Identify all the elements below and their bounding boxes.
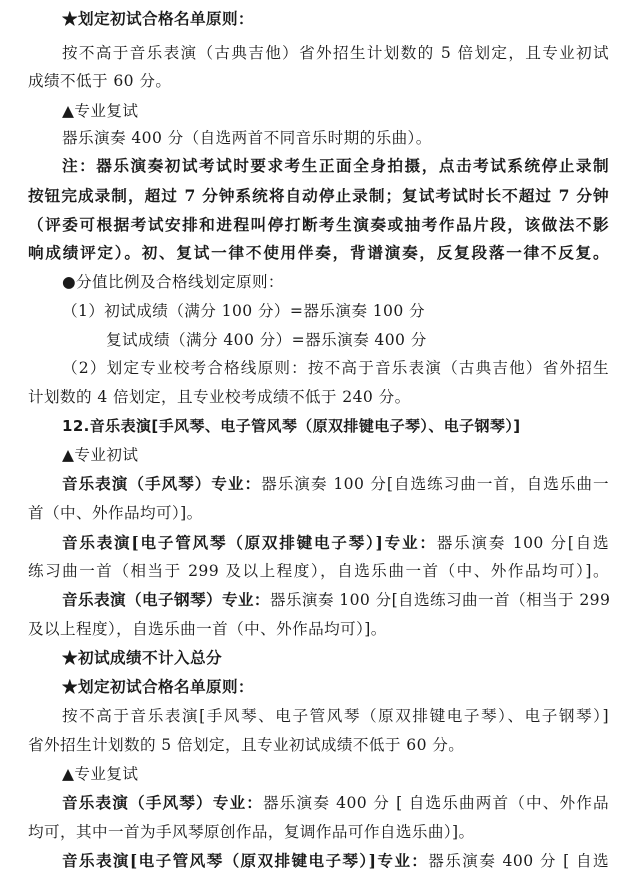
paragraph-line: 及以上程度），自选乐曲一首（中、外作品均可）]。: [28, 620, 387, 638]
note-line: （评委可根据考试安排和进程叫停打断考生演奏或抽考作品片段，该做法不影: [28, 215, 609, 234]
paragraph-line: 音乐表演（电子钢琴）专业：器乐演奏 100 分[自选练习曲一首（相当于 299: [62, 590, 611, 609]
paragraph-line: 音乐表演[电子管风琴（原双排键电子琴）]专业：器乐演奏 100 分[自选: [62, 533, 609, 552]
paragraph-line: 计划数的 4 倍划定，且专业校考成绩不低于 240 分。: [28, 388, 411, 406]
heading-initial-test: ▲专业初试: [62, 446, 139, 464]
heading-retest: ▲专业复试: [62, 102, 139, 120]
section-heading-12: 12.音乐表演[手风琴、电子管风琴（原双排键电子琴）、电子钢琴）]: [62, 417, 521, 435]
note-line: 注：器乐演奏初试考试时要求考生正面全身拍摄，点击考试系统停止录制: [62, 156, 609, 175]
paragraph-line: 音乐表演[电子管风琴（原双排键电子琴）]专业：器乐演奏 400 分 [ 自选: [62, 851, 609, 870]
heading-retest: ▲专业复试: [62, 765, 139, 783]
score-line-initial: （1）初试成绩（满分 100 分）=器乐演奏 100 分: [62, 302, 426, 320]
heading-not-counted: ★初试成绩不计入总分: [62, 648, 222, 667]
heading-qualified-list-rule: ★划定初试合格名单原则：: [62, 9, 254, 28]
paragraph-line: 首（中、外作品均可）]。: [28, 504, 203, 522]
note-line: 按钮完成录制，超过 7 分钟系统将自动停止录制；复试考试时长不超过 7 分钟: [28, 186, 609, 205]
score-line-retest: 复试成绩（满分 400 分）=器乐演奏 400 分: [106, 331, 427, 349]
paragraph-line: 省外招生计划数的 5 倍划定，且专业初试成绩不低于 60 分。: [28, 736, 465, 754]
paragraph-line: 练习曲一首（相当于 299 及以上程度），自选乐曲一首（中、外作品均可）]。: [28, 562, 609, 580]
heading-score-ratio: ●分值比例及合格线划定原则：: [62, 273, 284, 291]
paragraph-line: 按不高于音乐表演（古典吉他）省外招生计划数的 5 倍划定，且专业初试: [62, 44, 609, 62]
paragraph-line: 按不高于音乐表演[手风琴、电子管风琴（原双排键电子琴）、电子钢琴）]: [62, 707, 609, 725]
heading-qualified-list-rule: ★划定初试合格名单原则：: [62, 677, 254, 696]
paragraph-line: 音乐表演（手风琴）专业：器乐演奏 400 分 [ 自选乐曲两首（中、外作品: [62, 793, 609, 812]
paragraph-line: 器乐演奏 400 分（自选两首不同音乐时期的乐曲）。: [62, 129, 432, 147]
paragraph-line: 音乐表演（手风琴）专业：器乐演奏 100 分[自选练习曲一首，自选乐曲一: [62, 474, 609, 493]
note-line: 响成绩评定）。初、复试一律不使用伴奏，背谱演奏，反复段落一律不反复。: [28, 243, 609, 262]
paragraph-line: 成绩不低于 60 分。: [28, 72, 172, 90]
paragraph-line: 均可，其中一首为手风琴原创作品，复调作品可作自选乐曲）]。: [28, 823, 475, 841]
paragraph-line: （2）划定专业校考合格线原则：按不高于音乐表演（古典吉他）省外招生: [62, 359, 609, 377]
